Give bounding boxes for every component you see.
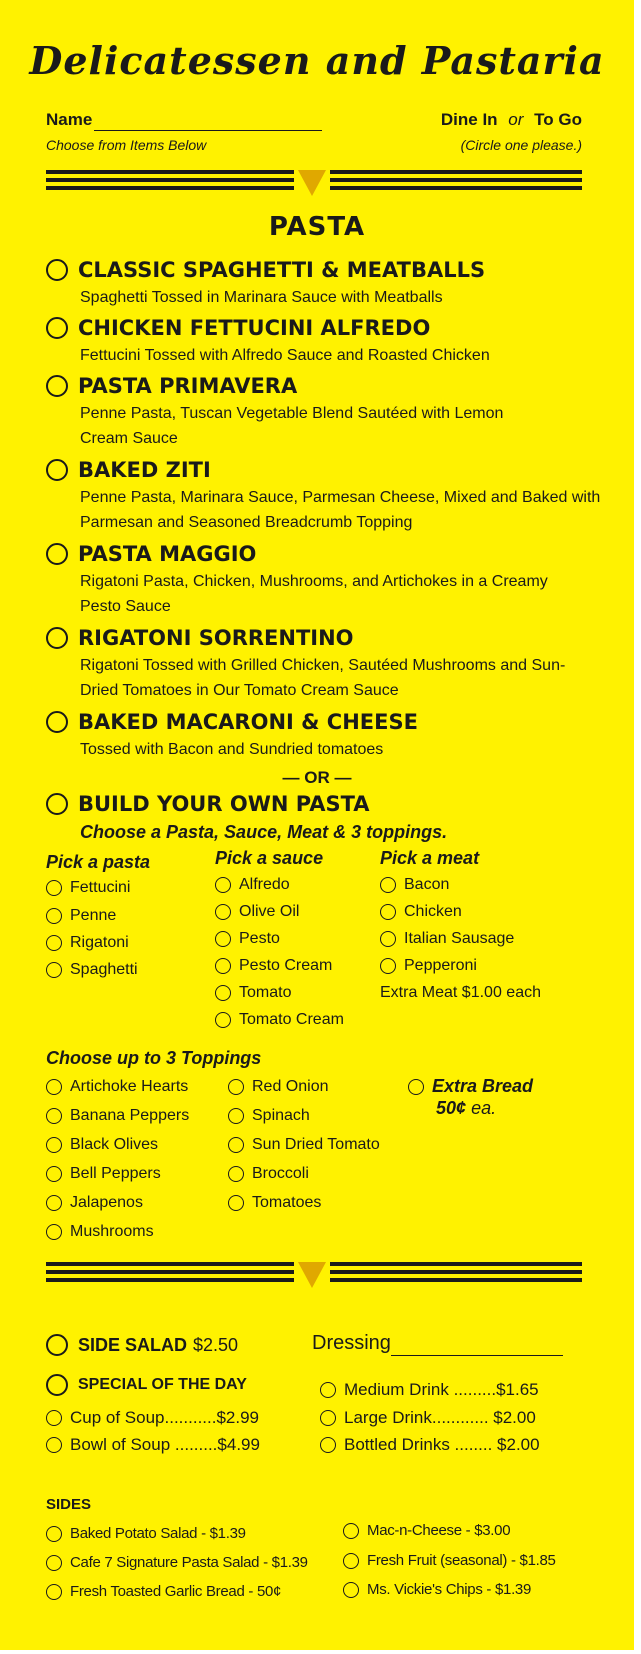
select-circle-icon[interactable] (46, 1195, 62, 1211)
meat-option[interactable]: Chicken (380, 903, 462, 921)
select-circle-icon[interactable] (380, 931, 396, 947)
divider-bottom (46, 1262, 582, 1288)
pasta-item-spaghetti[interactable] (46, 258, 600, 310)
select-circle-icon[interactable] (408, 1079, 424, 1095)
topping-option[interactable]: Black Olives (46, 1136, 158, 1154)
pasta-option[interactable]: Penne (46, 907, 116, 925)
sauce-option[interactable]: Tomato Cream (215, 1011, 344, 1029)
topping-option[interactable]: Jalapenos (46, 1194, 143, 1212)
select-circle-icon[interactable] (46, 627, 68, 649)
select-circle-icon[interactable] (228, 1166, 244, 1182)
or-word: or (508, 110, 524, 129)
select-circle-icon[interactable] (46, 1526, 62, 1542)
select-circle-icon[interactable] (46, 1166, 62, 1182)
select-circle-icon[interactable] (46, 1555, 62, 1571)
build-own-pasta[interactable] (46, 792, 370, 816)
pasta-item-maggio[interactable] (46, 542, 570, 619)
extra-meat-note: Extra Meat $1.00 each (380, 984, 541, 1001)
divider-top (46, 170, 582, 196)
select-circle-icon[interactable] (215, 958, 231, 974)
select-circle-icon[interactable] (46, 1437, 62, 1453)
pasta-item-baked-ziti[interactable] (46, 458, 605, 535)
meat-option[interactable]: Italian Sausage (380, 930, 514, 948)
topping-option[interactable]: Spinach (228, 1107, 310, 1125)
dressing-row: Dressing (312, 1332, 563, 1356)
side-option[interactable]: Baked Potato Salad - $1.39 (46, 1525, 246, 1542)
name-hint: Choose from Items Below (46, 137, 207, 153)
select-circle-icon[interactable] (46, 711, 68, 733)
item-desc: Rigatoni Pasta, Chicken, Mushrooms, and Artichokes in a Creamy Pesto Sauce (80, 573, 548, 615)
item-name: BAKED ZITI (78, 458, 211, 482)
dine-in-option[interactable]: Dine In (440, 110, 498, 129)
item-name: PASTA MAGGIO (78, 542, 257, 566)
pick-meat-heading: Pick a meat (380, 848, 480, 868)
select-circle-icon[interactable] (46, 1334, 68, 1356)
topping-option[interactable]: Bell Peppers (46, 1165, 161, 1183)
item-desc: Spaghetti Tossed in Marinara Sauce with Meatballs (80, 289, 443, 306)
sauce-option[interactable]: Pesto (215, 930, 280, 948)
select-circle-icon[interactable] (46, 1374, 68, 1396)
select-circle-icon[interactable] (46, 1079, 62, 1095)
select-circle-icon[interactable] (380, 904, 396, 920)
select-circle-icon[interactable] (228, 1195, 244, 1211)
select-circle-icon[interactable] (320, 1410, 336, 1426)
dine-in-to-go (441, 110, 582, 130)
pasta-heading: PASTA (268, 212, 366, 242)
sauce-option[interactable]: Alfredo (215, 876, 290, 894)
select-circle-icon[interactable] (228, 1108, 244, 1124)
select-circle-icon[interactable] (46, 317, 68, 339)
pasta-option[interactable]: Rigatoni (46, 934, 129, 952)
item-name: BUILD YOUR OWN PASTA (78, 792, 370, 816)
item-desc: Penne Pasta, Marinara Sauce, Parmesan Cheese, Mixed and Baked with Parmesan and Seasoned Breadcrumb Topping (80, 489, 601, 531)
circle-hint: (Circle one please.) (460, 137, 582, 153)
select-circle-icon[interactable] (46, 1410, 62, 1426)
select-circle-icon[interactable] (228, 1079, 244, 1095)
side-option[interactable]: Fresh Fruit (seasonal) - $1.85 (343, 1552, 556, 1569)
select-circle-icon[interactable] (46, 1108, 62, 1124)
side-option[interactable]: Mac-n-Cheese - $3.00 (343, 1522, 510, 1539)
side-option[interactable]: Cafe 7 Signature Pasta Salad - $1.39 (46, 1554, 308, 1571)
name-label: Name (46, 110, 93, 129)
item-name: CLASSIC SPAGHETTI & MEATBALLS (78, 258, 486, 282)
select-circle-icon[interactable] (46, 962, 62, 978)
select-circle-icon[interactable] (228, 1137, 244, 1153)
pasta-item-mac-cheese[interactable] (46, 710, 600, 762)
select-circle-icon[interactable] (46, 908, 62, 924)
topping-option[interactable]: Mushrooms (46, 1223, 154, 1241)
build-hint: Choose a Pasta, Sauce, Meat & 3 toppings. (80, 822, 448, 842)
bowl-soup-option[interactable]: Bowl of Soup .........$4.99 (46, 1435, 260, 1455)
select-circle-icon[interactable] (46, 543, 68, 565)
sauce-option[interactable]: Pesto Cream (215, 957, 332, 975)
extra-bread-price: 50¢ ea. (436, 1098, 497, 1118)
item-desc: Penne Pasta, Tuscan Vegetable Blend Sautéed with Lemon Cream Sauce (80, 405, 504, 447)
select-circle-icon[interactable] (343, 1553, 359, 1569)
pick-pasta-heading: Pick a pasta (46, 852, 151, 872)
select-circle-icon[interactable] (215, 931, 231, 947)
select-circle-icon[interactable] (46, 793, 68, 815)
pasta-item-primavera[interactable] (46, 374, 520, 451)
sides-heading: SIDES (46, 1496, 92, 1513)
select-circle-icon[interactable] (46, 1584, 62, 1600)
item-name: BAKED MACARONI & CHEESE (78, 710, 418, 734)
item-desc: Rigatoni Tossed with Grilled Chicken, Sautéed Mushrooms and Sun-Dried Tomatoes in Our Tomato Cream Sauce (80, 657, 566, 699)
cup-soup-option[interactable]: Cup of Soup...........$2.99 (46, 1408, 259, 1428)
item-desc: Fettucini Tossed with Alfredo Sauce and Roasted Chicken (80, 347, 490, 364)
select-circle-icon[interactable] (215, 877, 231, 893)
name-field[interactable] (94, 110, 322, 131)
select-circle-icon[interactable] (343, 1582, 359, 1598)
select-circle-icon[interactable] (380, 958, 396, 974)
side-salad-option[interactable]: SIDE SALAD $2.50 (46, 1334, 238, 1356)
sauce-option[interactable]: Tomato (215, 984, 291, 1002)
select-circle-icon[interactable] (343, 1523, 359, 1539)
item-desc: Tossed with Bacon and Sundried tomatoes (80, 741, 384, 758)
side-option[interactable]: Ms. Vickie's Chips - $1.39 (343, 1581, 531, 1598)
meat-option[interactable]: Bacon (380, 876, 449, 894)
side-option[interactable]: Fresh Toasted Garlic Bread - 50¢ (46, 1583, 281, 1600)
bottled-drinks-option[interactable]: Bottled Drinks ........ $2.00 (320, 1435, 540, 1455)
divider-triangle-icon (298, 1262, 326, 1288)
select-circle-icon[interactable] (46, 375, 68, 397)
pasta-option[interactable]: Spaghetti (46, 961, 138, 979)
select-circle-icon[interactable] (46, 1137, 62, 1153)
select-circle-icon[interactable] (46, 459, 68, 481)
select-circle-icon[interactable] (320, 1437, 336, 1453)
select-circle-icon[interactable] (46, 259, 68, 281)
select-circle-icon[interactable] (215, 904, 231, 920)
select-circle-icon[interactable] (46, 1224, 62, 1240)
to-go-option[interactable]: To Go (534, 110, 582, 129)
medium-drink-option[interactable]: Medium Drink .........$1.65 (320, 1380, 539, 1400)
pasta-option[interactable]: Fettucini (46, 879, 130, 897)
topping-option[interactable]: Red Onion (228, 1078, 329, 1096)
select-circle-icon[interactable] (215, 1012, 231, 1028)
topping-option[interactable]: Banana Peppers (46, 1107, 189, 1125)
toppings-heading: Choose up to 3 Toppings (46, 1048, 262, 1068)
pick-sauce-heading: Pick a sauce (215, 848, 324, 868)
item-name: RIGATONI SORRENTINO (78, 626, 354, 650)
name-label-row (46, 110, 322, 131)
large-drink-option[interactable]: Large Drink............ $2.00 (320, 1408, 536, 1428)
dressing-field[interactable] (391, 1332, 563, 1356)
pasta-item-sorrentino[interactable] (46, 626, 580, 703)
select-circle-icon[interactable] (380, 877, 396, 893)
pasta-item-alfredo[interactable] (46, 316, 600, 368)
select-circle-icon[interactable] (46, 880, 62, 896)
meat-option[interactable]: Pepperoni (380, 957, 477, 975)
topping-option[interactable]: Artichoke Hearts (46, 1078, 188, 1096)
topping-option[interactable]: Sun Dried Tomato (228, 1136, 380, 1154)
extra-bread-option[interactable]: Extra Bread (408, 1076, 533, 1097)
menu-title: Delicatessen and Pastaria (29, 38, 605, 83)
select-circle-icon[interactable] (215, 985, 231, 1001)
item-name: CHICKEN FETTUCINI ALFREDO (78, 316, 431, 340)
topping-option[interactable]: Tomatoes (228, 1194, 321, 1212)
divider-triangle-icon (298, 170, 326, 196)
or-divider: — OR — (282, 768, 352, 787)
select-circle-icon[interactable] (46, 935, 62, 951)
special-of-day-option[interactable]: SPECIAL OF THE DAY (46, 1374, 247, 1396)
sauce-option[interactable]: Olive Oil (215, 903, 299, 921)
select-circle-icon[interactable] (320, 1382, 336, 1398)
topping-option[interactable]: Broccoli (228, 1165, 309, 1183)
item-name: PASTA PRIMAVERA (78, 374, 298, 398)
